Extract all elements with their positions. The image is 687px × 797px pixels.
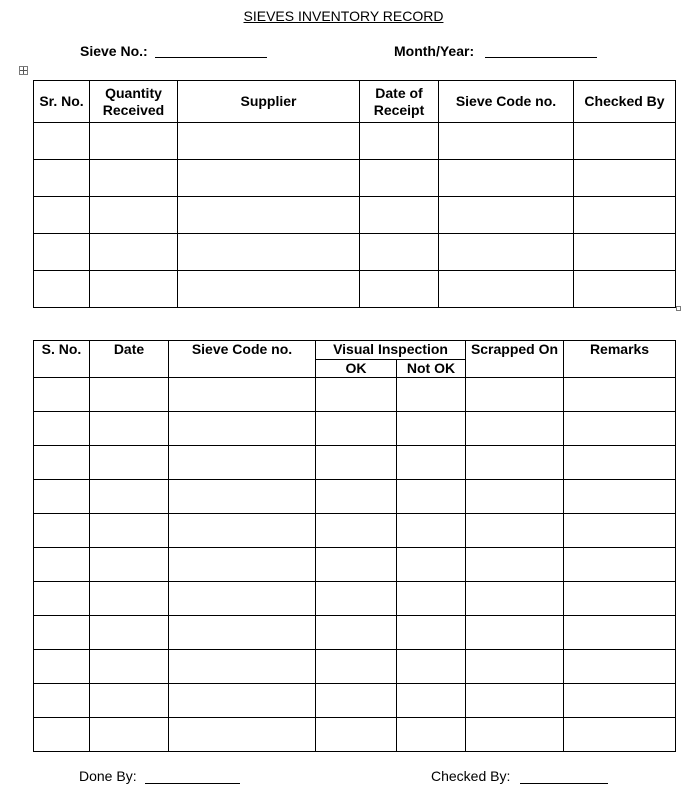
table-row bbox=[34, 412, 676, 446]
table-cell[interactable] bbox=[316, 514, 397, 548]
header-date: Date bbox=[90, 341, 169, 378]
table-cell[interactable] bbox=[564, 650, 676, 684]
table-cell[interactable] bbox=[34, 582, 90, 616]
table-cell[interactable] bbox=[397, 446, 466, 480]
table-cell[interactable] bbox=[316, 718, 397, 752]
table-cell[interactable] bbox=[564, 378, 676, 412]
table-row bbox=[34, 160, 676, 197]
header-date-of-receipt: Date of Receipt bbox=[360, 81, 439, 123]
header-scrapped-on: Scrapped On bbox=[466, 341, 564, 378]
table-cell[interactable] bbox=[90, 718, 169, 752]
table-row bbox=[34, 123, 676, 160]
table-cell[interactable] bbox=[90, 684, 169, 718]
table-cell[interactable] bbox=[360, 271, 439, 308]
table-cell[interactable] bbox=[564, 412, 676, 446]
table-cell[interactable] bbox=[466, 446, 564, 480]
table-cell[interactable] bbox=[360, 123, 439, 160]
table-cell[interactable] bbox=[34, 650, 90, 684]
table-cell[interactable] bbox=[466, 582, 564, 616]
checked-by-label: Checked By: bbox=[431, 768, 511, 784]
table-cell[interactable] bbox=[574, 234, 676, 271]
table-cell[interactable] bbox=[90, 446, 169, 480]
table-cell[interactable] bbox=[397, 684, 466, 718]
table-cell[interactable] bbox=[90, 197, 178, 234]
table-cell[interactable] bbox=[439, 234, 574, 271]
table-cell[interactable] bbox=[466, 480, 564, 514]
inspection-table bbox=[33, 340, 676, 752]
table-cell[interactable] bbox=[564, 480, 676, 514]
table-cell[interactable] bbox=[34, 197, 90, 234]
table-row bbox=[34, 271, 676, 308]
table-cell[interactable] bbox=[90, 271, 178, 308]
receipt-table bbox=[33, 80, 676, 308]
table-cell[interactable] bbox=[34, 718, 90, 752]
table-cell[interactable] bbox=[397, 480, 466, 514]
table-cell[interactable] bbox=[169, 718, 316, 752]
table-cell[interactable] bbox=[397, 378, 466, 412]
header-visual-inspection: Visual Inspection bbox=[316, 341, 466, 360]
table-cell[interactable] bbox=[439, 197, 574, 234]
table-cell[interactable] bbox=[316, 548, 397, 582]
table-cell[interactable] bbox=[574, 197, 676, 234]
table-row bbox=[34, 582, 676, 616]
table-cell[interactable] bbox=[178, 123, 360, 160]
month-year-field[interactable] bbox=[485, 57, 597, 58]
table-cell[interactable] bbox=[90, 123, 178, 160]
table-row bbox=[34, 197, 676, 234]
table-cell[interactable] bbox=[34, 616, 90, 650]
table-cell[interactable] bbox=[90, 616, 169, 650]
table-cell[interactable] bbox=[90, 234, 178, 271]
done-by-field[interactable] bbox=[145, 783, 240, 784]
table-cell[interactable] bbox=[397, 582, 466, 616]
table-cell[interactable] bbox=[34, 378, 90, 412]
table-cell[interactable] bbox=[169, 684, 316, 718]
table-cell[interactable] bbox=[169, 650, 316, 684]
sieve-no-field[interactable] bbox=[155, 57, 267, 58]
header-sr-no: Sr. No. bbox=[34, 81, 90, 123]
table-cell[interactable] bbox=[169, 446, 316, 480]
table-cell[interactable] bbox=[564, 446, 676, 480]
header-ok: OK bbox=[316, 360, 397, 378]
header-sieve-code-no: Sieve Code no. bbox=[439, 81, 574, 123]
table-move-handle-icon[interactable] bbox=[19, 66, 28, 75]
table-cell[interactable] bbox=[34, 514, 90, 548]
table-cell[interactable] bbox=[178, 234, 360, 271]
table-cell[interactable] bbox=[90, 514, 169, 548]
table-cell[interactable] bbox=[316, 378, 397, 412]
table-cell[interactable] bbox=[178, 197, 360, 234]
table-cell[interactable] bbox=[34, 480, 90, 514]
header-sieve-code: Sieve Code no. bbox=[169, 341, 316, 378]
table-cell[interactable] bbox=[169, 548, 316, 582]
table-cell[interactable] bbox=[439, 160, 574, 197]
table-cell[interactable] bbox=[564, 514, 676, 548]
table-cell[interactable] bbox=[574, 123, 676, 160]
table-cell[interactable] bbox=[466, 650, 564, 684]
table-cell[interactable] bbox=[34, 271, 90, 308]
done-by-label: Done By: bbox=[79, 768, 137, 784]
table-cell[interactable] bbox=[397, 548, 466, 582]
table-cell[interactable] bbox=[397, 650, 466, 684]
table-cell[interactable] bbox=[90, 480, 169, 514]
table-cell[interactable] bbox=[564, 684, 676, 718]
month-year-label: Month/Year: bbox=[394, 43, 475, 59]
table-cell[interactable] bbox=[178, 160, 360, 197]
table-cell[interactable] bbox=[316, 412, 397, 446]
form-title: SIEVES INVENTORY RECORD bbox=[243, 8, 444, 24]
table-cell[interactable] bbox=[169, 616, 316, 650]
table-cell[interactable] bbox=[90, 650, 169, 684]
table-row bbox=[34, 514, 676, 548]
table-cell[interactable] bbox=[564, 616, 676, 650]
table-row bbox=[34, 378, 676, 412]
table-cell[interactable] bbox=[574, 160, 676, 197]
inspection-header-row bbox=[34, 341, 676, 360]
table-cell[interactable] bbox=[316, 582, 397, 616]
table-cell[interactable] bbox=[34, 234, 90, 271]
table-cell[interactable] bbox=[466, 548, 564, 582]
table-cell[interactable] bbox=[34, 123, 90, 160]
table-cell[interactable] bbox=[316, 650, 397, 684]
header-checked-by: Checked By bbox=[574, 81, 676, 123]
table-cell[interactable] bbox=[564, 718, 676, 752]
table-cell[interactable] bbox=[466, 684, 564, 718]
table-cell[interactable] bbox=[564, 582, 676, 616]
table-cell[interactable] bbox=[316, 446, 397, 480]
table-cell[interactable] bbox=[34, 446, 90, 480]
table-cell[interactable] bbox=[466, 616, 564, 650]
table-cell[interactable] bbox=[397, 718, 466, 752]
table-cell[interactable] bbox=[397, 616, 466, 650]
table-cell[interactable] bbox=[574, 271, 676, 308]
table-cell[interactable] bbox=[360, 197, 439, 234]
table-cell[interactable] bbox=[397, 412, 466, 446]
table-cell[interactable] bbox=[316, 616, 397, 650]
table-cell[interactable] bbox=[169, 514, 316, 548]
table-cell[interactable] bbox=[439, 271, 574, 308]
table-row bbox=[34, 480, 676, 514]
table-cell[interactable] bbox=[564, 548, 676, 582]
table-row bbox=[34, 548, 676, 582]
header-remarks: Remarks bbox=[564, 341, 676, 378]
table-cell[interactable] bbox=[34, 548, 90, 582]
table-resize-handle-icon[interactable] bbox=[676, 306, 681, 311]
receipt-header-row bbox=[34, 81, 676, 123]
table-cell[interactable] bbox=[397, 514, 466, 548]
table-cell[interactable] bbox=[360, 234, 439, 271]
table-cell[interactable] bbox=[169, 378, 316, 412]
header-s-no: S. No. bbox=[34, 341, 90, 378]
header-supplier: Supplier bbox=[178, 81, 360, 123]
table-cell[interactable] bbox=[169, 582, 316, 616]
table-cell[interactable] bbox=[360, 160, 439, 197]
table-cell[interactable] bbox=[34, 412, 90, 446]
table-cell[interactable] bbox=[316, 480, 397, 514]
table-row bbox=[34, 234, 676, 271]
table-cell[interactable] bbox=[466, 378, 564, 412]
table-cell[interactable] bbox=[178, 271, 360, 308]
table-cell[interactable] bbox=[316, 684, 397, 718]
header-not-ok: Not OK bbox=[397, 360, 466, 378]
table-cell[interactable] bbox=[34, 160, 90, 197]
table-cell[interactable] bbox=[466, 412, 564, 446]
table-row bbox=[34, 616, 676, 650]
table-cell[interactable] bbox=[466, 718, 564, 752]
sieve-no-label: Sieve No.: bbox=[80, 43, 148, 59]
table-cell[interactable] bbox=[90, 548, 169, 582]
table-row bbox=[34, 684, 676, 718]
table-cell[interactable] bbox=[169, 412, 316, 446]
table-cell[interactable] bbox=[169, 480, 316, 514]
checked-by-field[interactable] bbox=[520, 783, 608, 784]
table-cell[interactable] bbox=[90, 378, 169, 412]
table-cell[interactable] bbox=[439, 123, 574, 160]
table-row bbox=[34, 446, 676, 480]
table-cell[interactable] bbox=[466, 514, 564, 548]
table-row bbox=[34, 650, 676, 684]
table-row bbox=[34, 718, 676, 752]
table-cell[interactable] bbox=[90, 582, 169, 616]
table-cell[interactable] bbox=[90, 412, 169, 446]
table-cell[interactable] bbox=[90, 160, 178, 197]
table-cell[interactable] bbox=[34, 684, 90, 718]
header-quantity-received: Quantity Received bbox=[90, 81, 178, 123]
